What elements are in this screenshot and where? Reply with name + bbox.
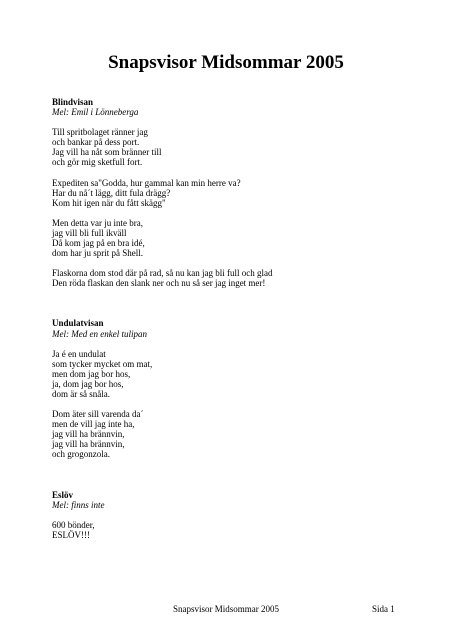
verse-line: dom har ju sprit på Shell.	[52, 248, 143, 259]
song-title: Eslöv	[52, 489, 74, 500]
verse-line: men de vill jag inte ha,	[52, 419, 135, 430]
footer-title: Snapsvisor Midsommar 2005	[173, 604, 280, 614]
verse	[52, 218, 412, 258]
song-melody: Mel: finns inte	[52, 499, 105, 510]
page-number: Sida 1	[372, 604, 395, 614]
verse-line: Flaskorna dom stod där på rad, så nu kan jag bli full och glad	[52, 268, 273, 279]
verse-line: och bankar på dess port.	[52, 137, 140, 148]
song-melody: Mel: Emil i Lönneberga	[52, 107, 139, 118]
verse-line: jag vill bli full ikväll	[52, 227, 127, 238]
verse-line: Till spritbolaget ränner jag	[52, 127, 148, 138]
verse-line: Jag vill ha nåt som bränner till	[52, 147, 162, 158]
verse-line: 600 bönder,	[52, 519, 95, 530]
verse-line: jag vill ha brännvin,	[52, 439, 125, 450]
verse	[52, 268, 412, 288]
verse-line: Den röda flaskan den slank ner och nu så ser jag inget mer!	[52, 278, 266, 289]
verse-line: Expediten sa"Godda, hur gammal kan min herre va?	[52, 177, 241, 188]
verse-line: Dom äter sill varenda da´	[52, 409, 144, 420]
song-melody: Mel: Med en enkel tulipan	[52, 328, 147, 339]
verse-line: Men detta var ju inte bra,	[52, 217, 143, 228]
verse-line: och grogonzola.	[52, 449, 110, 460]
song-title: Blindvisan	[52, 97, 94, 107]
verse-line: jag vill ha brännvin,	[52, 429, 125, 440]
verse	[52, 520, 412, 540]
song-eslov	[52, 490, 412, 540]
verse	[52, 127, 412, 167]
verse	[52, 178, 412, 208]
verse-line: ja, dom jag bor hos,	[52, 378, 124, 389]
song-title: Undulatvisan	[52, 318, 104, 329]
song-blindvisan	[52, 97, 412, 288]
verse-line: men dom jag bor hos,	[52, 368, 131, 379]
verse-line: Då kom jag på en bra idé,	[52, 238, 145, 249]
verse-line: ESLÖV!!!	[52, 529, 90, 540]
songs-container	[52, 97, 412, 540]
verse-line: Har du nå´t lägg, ditt fula drägg?	[52, 187, 171, 198]
document-title: Snapsvisor Midsommar 2005	[108, 52, 344, 73]
verse-line: som tycker mycket om mat,	[52, 358, 153, 369]
song-undulatvisan	[52, 318, 412, 459]
verse-line: dom är så snåla.	[52, 388, 110, 399]
verse-line: Ja é en undulat	[52, 348, 106, 359]
verse	[52, 409, 412, 459]
verse-line: Kom hit igen när du fått skägg"	[52, 197, 166, 208]
verse-line: och gör mig sketfull fort.	[52, 157, 143, 168]
verse	[52, 349, 412, 399]
